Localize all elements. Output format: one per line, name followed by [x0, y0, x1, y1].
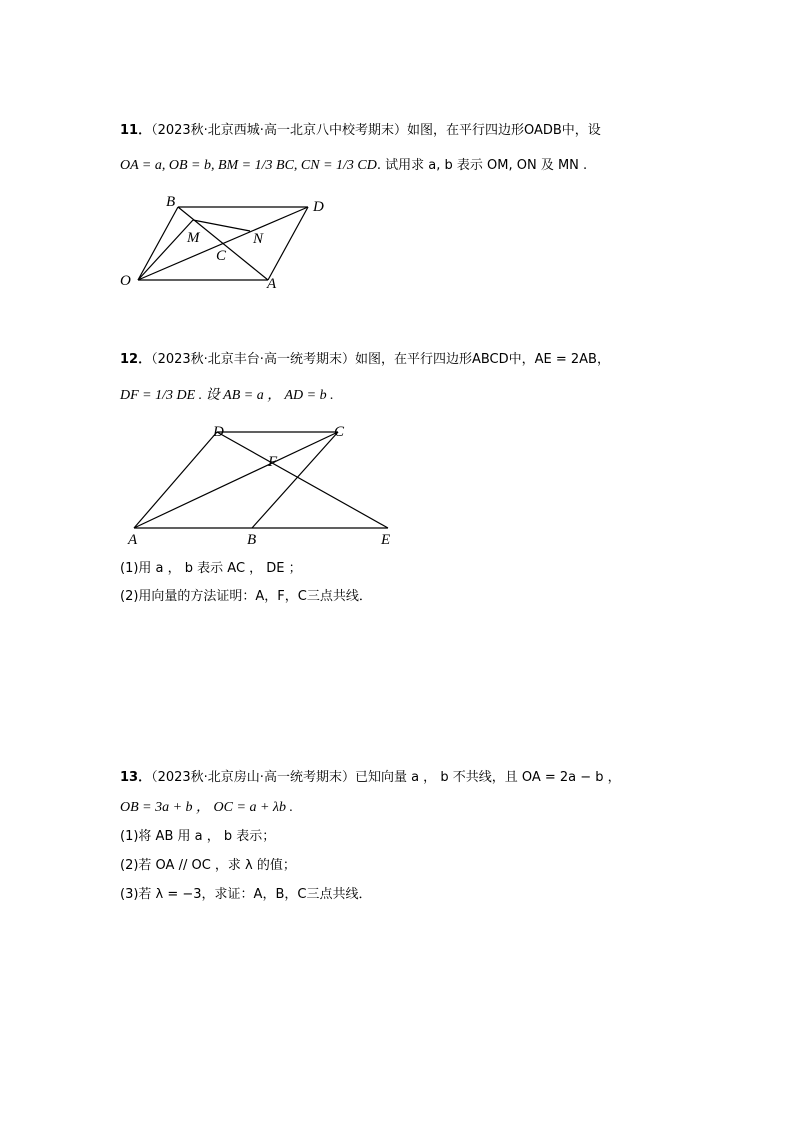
q12-label-F: F: [268, 454, 278, 470]
q12-edge-CB: [252, 432, 338, 528]
q12-label-C: C: [334, 424, 345, 440]
q11-stem: 如图，在平行四边形OADB中，设: [406, 123, 601, 138]
q11-given-line: [120, 157, 587, 175]
q13-source: （2023秋·北京房山·高一统考期末）: [151, 770, 355, 785]
q11-figure: [110, 190, 340, 300]
q11-label-D: D: [313, 199, 324, 215]
q11-number: 11．: [120, 123, 152, 138]
q12-given-line: [120, 387, 334, 405]
q12-figure: [120, 420, 405, 550]
q12-seg-AC: [134, 432, 338, 528]
q13-header: [120, 769, 621, 787]
q11-source: （2023秋·北京西城·高一北京八中校考期末）: [151, 123, 407, 138]
q12-seg-DE: [217, 432, 388, 528]
q11-edge-AD: [268, 207, 308, 280]
q13-given-line: [120, 799, 293, 817]
q12-label-B: B: [247, 532, 257, 548]
q13-number: 13．: [120, 770, 152, 785]
q11-label-N: N: [253, 231, 264, 247]
q12-label-A: A: [128, 532, 138, 548]
q13-given: OB = 3a + b ， OC = a + λb .: [120, 800, 293, 815]
q11-label-B: B: [166, 194, 176, 210]
q11-ask: . 试用求 a, b 表示 OM, ON 及 MN .: [376, 158, 588, 173]
q11-label-O: O: [120, 273, 131, 289]
q13-part1: (1)将 AB 用 a ， b 表示；: [120, 829, 276, 844]
q12-given: DF = 1/3 DE . 设 AB = a ， AD = b .: [120, 388, 334, 403]
q11-label-A: A: [267, 276, 277, 292]
q13-part2: (2)若 OA // OC ，求 λ 的值；: [120, 858, 296, 873]
q11-header: [120, 122, 601, 140]
q12-part2: (2)用向量的方法证明：A，F，C三点共线．: [120, 589, 372, 604]
q12-label-D: D: [213, 424, 224, 440]
q12-edge-AD: [134, 432, 217, 528]
q12-label-E: E: [381, 532, 391, 548]
q11-given: OA = a, OB = b, BM = 1/3 BC, CN = 1/3 CD: [120, 158, 377, 173]
q11-label-M: M: [187, 230, 200, 246]
q13-part3: (3)若 λ = −3，求证：A，B，C三点共线．: [120, 887, 372, 902]
q13-stem: 已知向量 a ， b 不共线，且 OA = 2a − b ，: [354, 770, 621, 785]
q12-number: 12．: [120, 352, 152, 367]
q12-part1: (1)用 a ， b 表示 AC ， DE ；: [120, 561, 302, 576]
q12-stem: 如图，在平行四边形ABCD中，AE = 2AB，: [354, 352, 610, 367]
q11-label-C: C: [216, 248, 227, 264]
q12-source: （2023秋·北京丰台·高一统考期末）: [151, 352, 355, 367]
q12-header: [120, 351, 610, 369]
